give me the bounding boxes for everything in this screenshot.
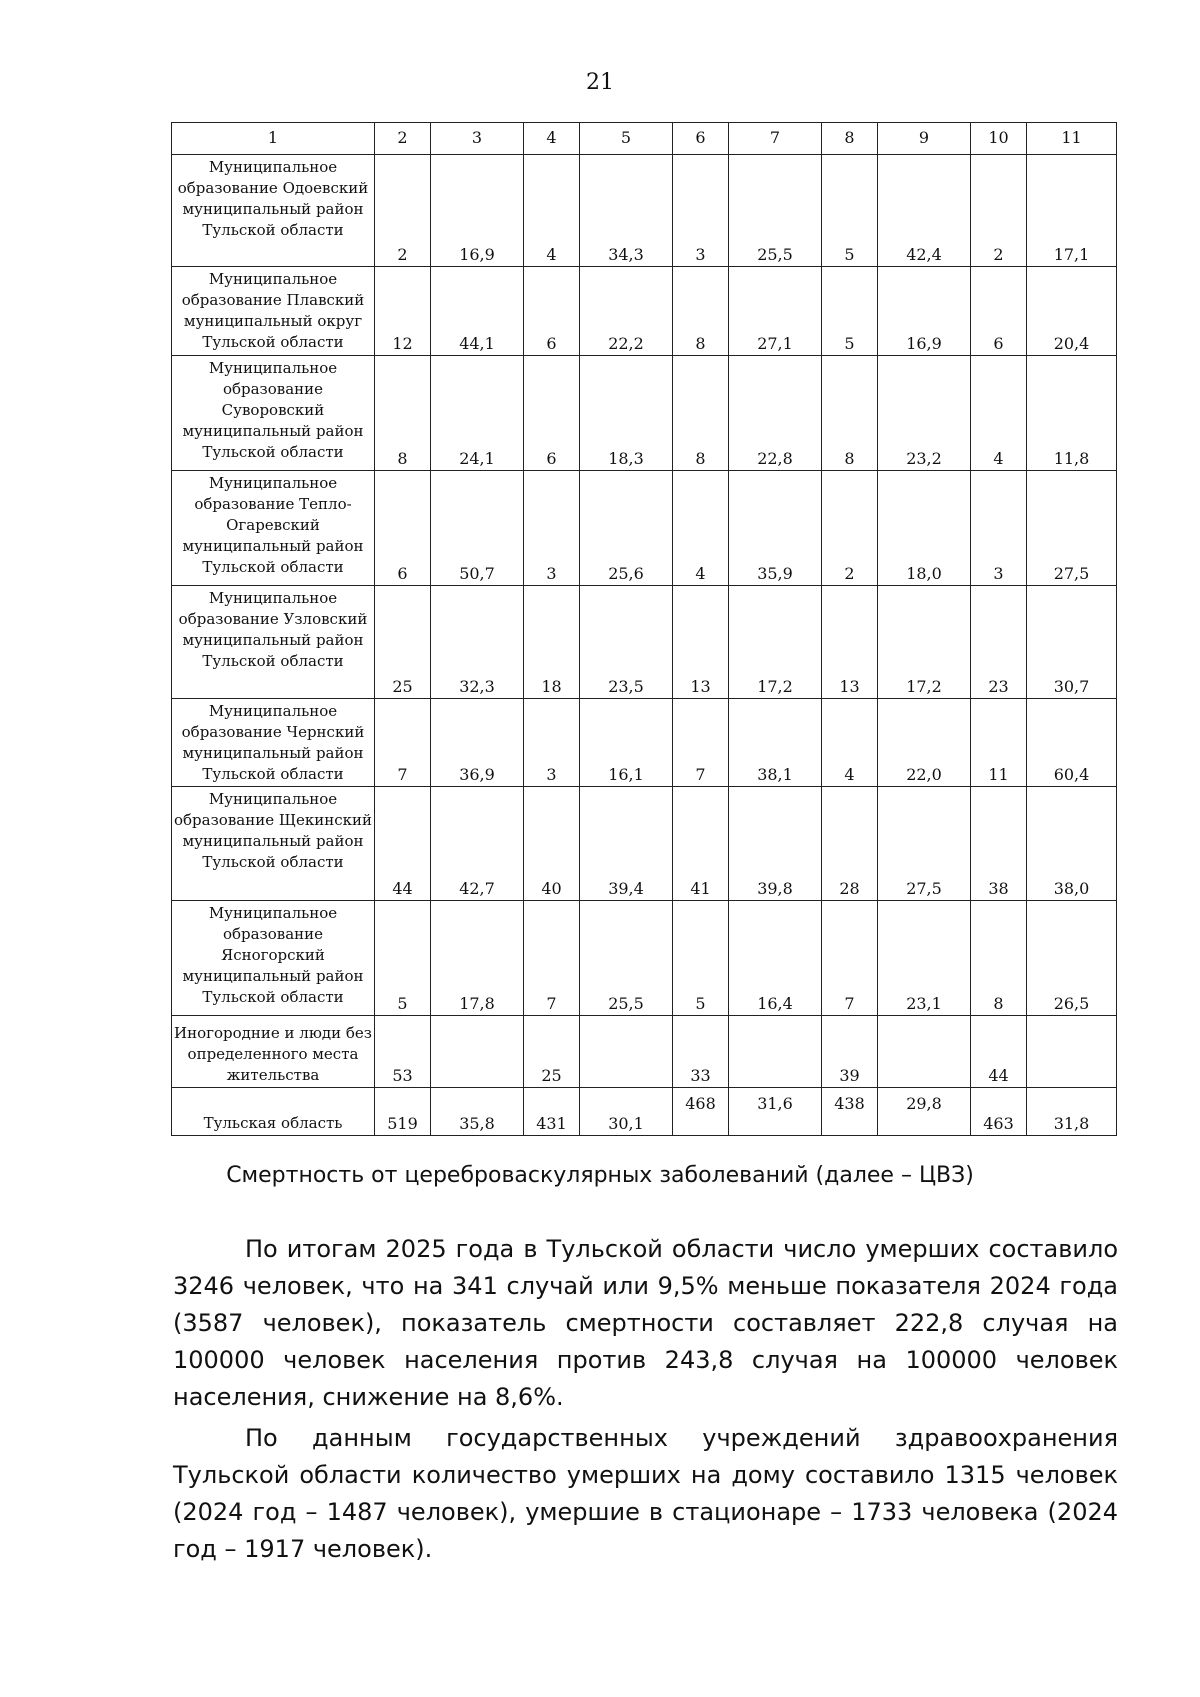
table-cell: 36,9 [431, 699, 524, 787]
body-paragraph: По итогам 2025 года в Тульской области число умерших составило 3246 человек, что на 341 случай или 9,5% меньше показателя 2024 года (3587 человек), показатель смертности составляет 222,8 случая на 100000 человек населения против 243,8 случая на 100000 человек населения, снижение на 8,6%. [173, 1235, 1118, 1411]
table-cell: 438 [822, 1088, 878, 1136]
region-name: Муниципальное образование Ясногорский муниципальный район Тульской области [172, 901, 375, 1016]
region-name: Иногородние и люди без определенного места жительства [172, 1016, 375, 1088]
table-cell: 12 [375, 267, 431, 356]
table-cell: 35,8 [431, 1088, 524, 1136]
table-cell: 30,1 [580, 1088, 673, 1136]
section-heading: Смертность от цереброваскулярных заболеваний (далее – ЦВЗ) [226, 1163, 974, 1188]
region-name: Муниципальное образование Узловский муниципальный район Тульской области [172, 586, 375, 699]
region-name: Муниципальное образование Одоевский муниципальный район Тульской области [172, 155, 375, 267]
table-cell: 2 [971, 155, 1027, 267]
table-cell: 25,5 [580, 901, 673, 1016]
region-name: Муниципальное образование Суворовский муниципальный район Тульской области [172, 356, 375, 471]
column-header: 6 [673, 123, 729, 155]
region-name: Муниципальное образование Плавский муниципальный округ Тульской области [172, 267, 375, 356]
table-cell: 31,6 [729, 1088, 822, 1136]
table-cell: 39,4 [580, 787, 673, 901]
column-header: 1 [172, 123, 375, 155]
table-cell: 17,8 [431, 901, 524, 1016]
table-cell: 42,4 [878, 155, 971, 267]
table-cell: 38,1 [729, 699, 822, 787]
column-header: 11 [1027, 123, 1117, 155]
table-cell: 60,4 [1027, 699, 1117, 787]
table-cell: 18,0 [878, 471, 971, 586]
table-cell: 23,2 [878, 356, 971, 471]
table-cell: 5 [822, 155, 878, 267]
table-cell: 4 [673, 471, 729, 586]
table-cell: 519 [375, 1088, 431, 1136]
table-cell: 50,7 [431, 471, 524, 586]
table-row [172, 155, 1117, 267]
table-row [172, 901, 1117, 1016]
table-cell: 463 [971, 1088, 1027, 1136]
table-cell: 24,1 [431, 356, 524, 471]
table-cell: 6 [375, 471, 431, 586]
table-cell: 11,8 [1027, 356, 1117, 471]
table-cell: 468 [673, 1088, 729, 1136]
table-header-row [172, 123, 1117, 155]
table-cell: 4 [822, 699, 878, 787]
table-row-total [172, 1088, 1117, 1136]
table-row [172, 356, 1117, 471]
table-cell: 8 [971, 901, 1027, 1016]
table-cell: 6 [524, 356, 580, 471]
table-cell: 32,3 [431, 586, 524, 699]
table-cell: 431 [524, 1088, 580, 1136]
table-cell: 6 [524, 267, 580, 356]
table-cell: 13 [822, 586, 878, 699]
column-header: 4 [524, 123, 580, 155]
table-cell: 17,2 [878, 586, 971, 699]
table-cell: 8 [375, 356, 431, 471]
table-cell: 17,1 [1027, 155, 1117, 267]
region-name: Муниципальное образование Тепло-Огаревский муниципальный район Тульской области [172, 471, 375, 586]
column-header: 2 [375, 123, 431, 155]
table-cell: 7 [822, 901, 878, 1016]
table-cell: 3 [524, 471, 580, 586]
table-cell: 40 [524, 787, 580, 901]
table-cell: 23 [971, 586, 1027, 699]
table-row [172, 471, 1117, 586]
column-header: 9 [878, 123, 971, 155]
table-cell [580, 1016, 673, 1088]
table-cell: 22,8 [729, 356, 822, 471]
table-cell: 6 [971, 267, 1027, 356]
table-cell: 18,3 [580, 356, 673, 471]
table-cell: 41 [673, 787, 729, 901]
table-cell: 4 [524, 155, 580, 267]
column-header: 10 [971, 123, 1027, 155]
table-cell: 8 [673, 356, 729, 471]
table-cell: 5 [673, 901, 729, 1016]
region-name: Муниципальное образование Щекинский муниципальный район Тульской области [172, 787, 375, 901]
column-header: 7 [729, 123, 822, 155]
table-cell: 33 [673, 1016, 729, 1088]
table-cell [1027, 1016, 1117, 1088]
table-cell: 25,5 [729, 155, 822, 267]
table-cell: 25 [375, 586, 431, 699]
table-cell: 22,2 [580, 267, 673, 356]
table-cell: 44 [375, 787, 431, 901]
table-cell [729, 1016, 822, 1088]
table-cell: 28 [822, 787, 878, 901]
table-row [172, 267, 1117, 356]
table-cell: 16,1 [580, 699, 673, 787]
table-cell: 23,1 [878, 901, 971, 1016]
table-cell: 8 [673, 267, 729, 356]
table-row [172, 1016, 1117, 1088]
table-cell: 35,9 [729, 471, 822, 586]
table-cell: 22,0 [878, 699, 971, 787]
table-cell: 16,9 [878, 267, 971, 356]
column-header: 5 [580, 123, 673, 155]
mortality-table [171, 122, 1117, 1136]
table-cell: 16,4 [729, 901, 822, 1016]
table-cell: 53 [375, 1016, 431, 1088]
table-cell: 5 [822, 267, 878, 356]
table-cell: 16,9 [431, 155, 524, 267]
table-cell: 2 [375, 155, 431, 267]
table-cell: 27,5 [878, 787, 971, 901]
table-cell: 39,8 [729, 787, 822, 901]
table-row [172, 787, 1117, 901]
table-cell: 13 [673, 586, 729, 699]
table-cell: 4 [971, 356, 1027, 471]
table-cell [878, 1016, 971, 1088]
table-cell: 18 [524, 586, 580, 699]
table-cell: 8 [822, 356, 878, 471]
table-cell: 25 [524, 1016, 580, 1088]
table-cell: 27,5 [1027, 471, 1117, 586]
region-name: Муниципальное образование Чернский муниципальный район Тульской области [172, 699, 375, 787]
body-paragraph: По данным государственных учреждений здравоохранения Тульской области количество умерших на дому составило 1315 человек (2024 год – 1487 человек), умершие в стационаре – 1733 человека (2024 год – 1917 человек). [173, 1424, 1118, 1563]
table-cell: 38,0 [1027, 787, 1117, 901]
table-cell: 17,2 [729, 586, 822, 699]
table-cell: 3 [524, 699, 580, 787]
table-cell: 30,7 [1027, 586, 1117, 699]
table-cell: 26,5 [1027, 901, 1117, 1016]
table-cell: 5 [375, 901, 431, 1016]
table-cell: 2 [822, 471, 878, 586]
table-cell: 3 [971, 471, 1027, 586]
column-header: 3 [431, 123, 524, 155]
table-cell: 38 [971, 787, 1027, 901]
table-cell: 39 [822, 1016, 878, 1088]
table-cell [431, 1016, 524, 1088]
table-cell: 3 [673, 155, 729, 267]
table-cell: 7 [524, 901, 580, 1016]
table-cell: 42,7 [431, 787, 524, 901]
table-row [172, 586, 1117, 699]
table-cell: 44,1 [431, 267, 524, 356]
column-header: 8 [822, 123, 878, 155]
table-cell: 34,3 [580, 155, 673, 267]
table-cell: 7 [673, 699, 729, 787]
page-number: 21 [586, 70, 614, 95]
table-row [172, 699, 1117, 787]
table-cell: 20,4 [1027, 267, 1117, 356]
table-cell: 27,1 [729, 267, 822, 356]
table-cell: 7 [375, 699, 431, 787]
region-name: Тульская область [172, 1088, 375, 1136]
table-cell: 29,8 [878, 1088, 971, 1136]
table-cell: 44 [971, 1016, 1027, 1088]
table-cell: 11 [971, 699, 1027, 787]
table-cell: 23,5 [580, 586, 673, 699]
table-cell: 25,6 [580, 471, 673, 586]
table-cell: 31,8 [1027, 1088, 1117, 1136]
